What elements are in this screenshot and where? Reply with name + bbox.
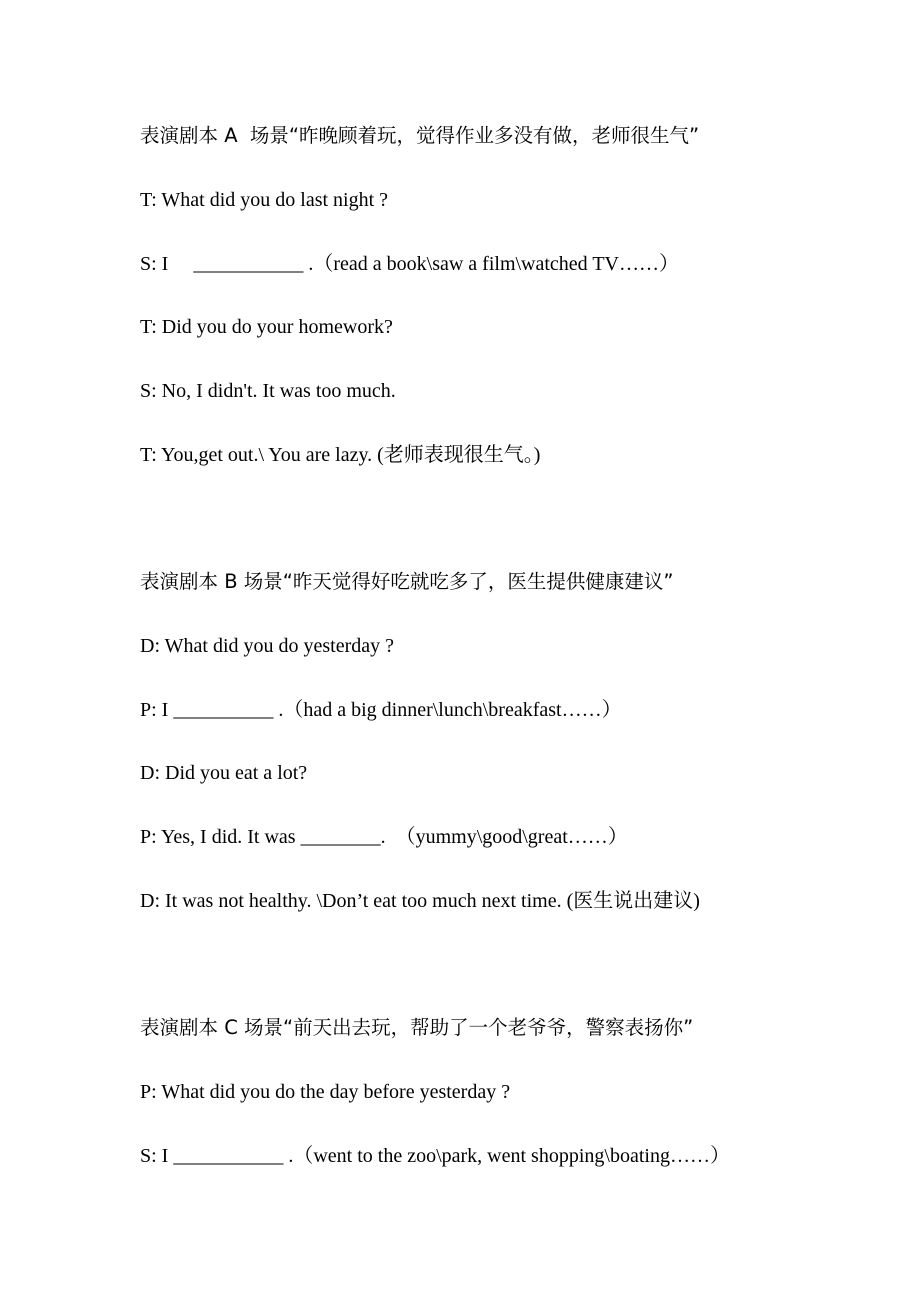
script-c-line-1: P: What did you do the day before yesterday ? — [140, 1081, 511, 1103]
script-b-line-5: D: It was not healthy. \Don’t eat too much next time. (医生说出建议) — [140, 890, 700, 912]
script-a-line-4: S: No, I didn't. It was too much. — [140, 380, 396, 402]
script-b-line-3: D: Did you eat a lot? — [140, 762, 308, 784]
script-b-line-2: P: I __________ .（had a big dinner\lunch\breakfast……） — [140, 699, 622, 721]
script-a-line-2: S: I ___________ .（read a book\saw a film\watched TV……） — [140, 253, 679, 275]
script-a-line-1: T: What did you do last night ? — [140, 189, 389, 211]
script-b-heading: 表演剧本 B 场景“昨天觉得好吃就吃多了，医生提供健康建议” — [140, 570, 674, 593]
script-a-line-5: T: You,get out.\ You are lazy. (老师表现很生气。) — [140, 444, 541, 466]
script-b-line-4: P: Yes, I did. It was ________. （yummy\good\great……） — [140, 826, 628, 848]
script-c-line-2: S: I ___________ .（went to the zoo\park, went shopping\boating……） — [140, 1145, 730, 1167]
script-a-heading: 表演剧本 A 场景“昨晚顾着玩，觉得作业多没有做，老师很生气” — [140, 124, 700, 147]
script-a-line-3: T: Did you do your homework? — [140, 316, 393, 338]
script-c-heading: 表演剧本 C 场景“前天出去玩，帮助了一个老爷爷，警察表扬你” — [140, 1016, 694, 1039]
script-b-line-1: D: What did you do yesterday ? — [140, 635, 395, 657]
